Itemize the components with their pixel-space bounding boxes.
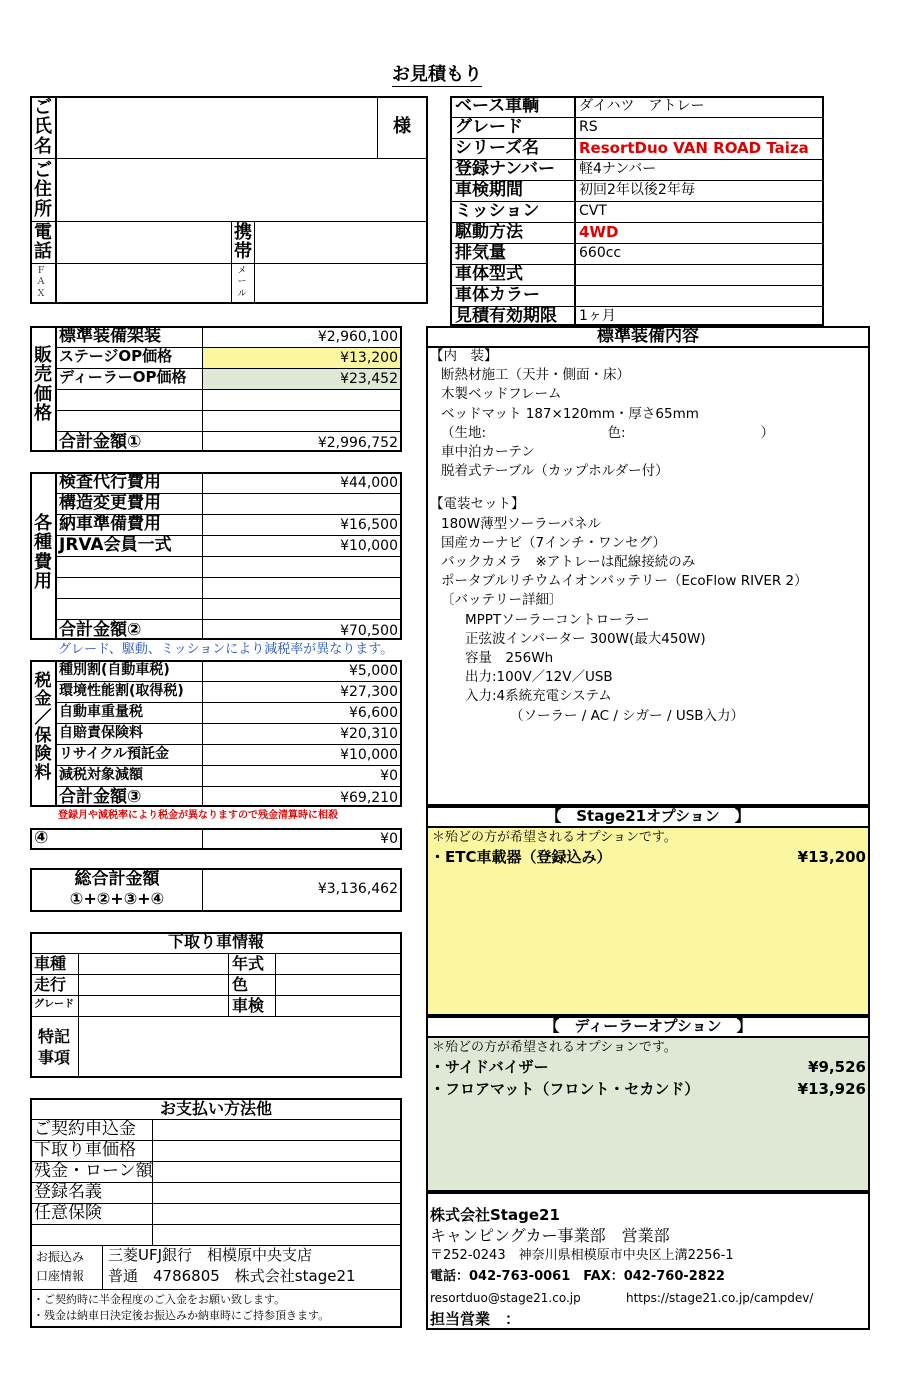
fee-value: ¥44,000 — [340, 475, 398, 491]
table-rule — [202, 660, 203, 807]
equipment-section-header: 【電装セット】 — [430, 496, 525, 513]
company-dept: キャンピングカー事業部 営業部 — [430, 1226, 670, 1245]
fee-label: 検査代行費用 — [59, 472, 161, 492]
table-rule — [377, 96, 378, 158]
trade-in-color-label: 色 — [232, 975, 249, 994]
trade-in-title: 下取り車情報 — [167, 932, 264, 951]
page-title: お見積もり — [392, 64, 482, 85]
mail-label: メール — [237, 266, 247, 299]
table-rule — [30, 953, 402, 954]
vehicle-info-value: ResortDuo VAN ROAD Taiza — [579, 139, 809, 157]
sales-price-label: 販売価格 — [34, 345, 52, 425]
sales-rep-label: 担当営業 ： — [430, 1310, 521, 1328]
bank-label-2: 口座情報 — [36, 1269, 85, 1283]
equipment-line: 脱着式テーブル（カップホルダー付） — [441, 463, 669, 480]
payment-label: 残金・ローン額 — [34, 1161, 153, 1181]
vehicle-info-label: 車検期間 — [455, 180, 523, 200]
equipment-line: 木製ベッドフレーム — [441, 386, 562, 403]
tax-value: ¥27,300 — [340, 684, 398, 700]
payment-label: 登録名義 — [34, 1182, 102, 1202]
mobile-label: 携帯 — [234, 222, 252, 263]
option-item-price: ¥13,926 — [797, 1080, 866, 1098]
vehicle-info-value: RS — [579, 119, 598, 135]
table-rule — [202, 828, 203, 850]
table-rule — [30, 263, 428, 264]
equipment-line: 容量 256Wh — [465, 650, 554, 666]
trade-in-notes-label: 特記事項 — [37, 1027, 70, 1067]
row-divider — [55, 598, 402, 599]
row-divider — [30, 1224, 402, 1225]
option-item-price: ¥13,200 — [797, 848, 866, 866]
payment-note-1: ・ご契約時に半金程度のご入金をお願い致します。 — [33, 1293, 286, 1306]
equipment-line: 180W薄型ソーラーパネル — [441, 515, 601, 532]
tax-label: 自動車重量税 — [59, 704, 143, 720]
fee-value: ¥10,000 — [340, 538, 398, 554]
fax-label: ＦＡＸ — [36, 266, 46, 299]
customer-box — [30, 96, 428, 304]
row-divider — [55, 702, 402, 703]
vehicle-info-label: ミッション — [455, 201, 540, 221]
table-rule — [102, 1245, 103, 1289]
vehicle-info-label: 車体型式 — [455, 264, 523, 284]
tax-label: 種別割(自動車税) — [59, 662, 170, 678]
tax-value: ¥20,310 — [340, 726, 398, 742]
vehicle-info-label: グレード — [455, 117, 523, 137]
trade-in-inspection-label: 車検 — [232, 996, 265, 1015]
tax-value: ¥5,000 — [349, 663, 398, 679]
sales-price-label: 標準装備架装 — [59, 326, 161, 346]
row-divider — [450, 243, 824, 244]
phone-label: 電話 — [34, 222, 52, 263]
grand-total-value: ¥3,136,462 — [317, 881, 398, 897]
tax-value: ¥0 — [380, 768, 398, 784]
payment-label: 下取り車価格 — [34, 1140, 136, 1160]
table-rule — [30, 221, 428, 222]
equipment-line: 正弦波インバーター 300W(最大450W) — [465, 630, 706, 647]
vehicle-info-label: シリーズ名 — [455, 138, 540, 158]
option-item-label: ・フロアマット（フロント・セカンド） — [430, 1080, 700, 1098]
row-divider — [55, 556, 402, 557]
table-rule — [574, 96, 576, 326]
sales-price-label: ディーラーOP価格 — [59, 368, 187, 386]
option-item-price: ¥9,526 — [808, 1058, 866, 1076]
dealer-options-title: 【 ディーラーオプション 】 — [544, 1017, 752, 1035]
name-label: ご氏名 — [34, 97, 52, 157]
sales-price-value: ¥2,960,100 — [317, 329, 398, 345]
trade-in-mileage-label: 走行 — [34, 975, 67, 994]
tax-value: ¥10,000 — [340, 747, 398, 763]
trade-in-year-label: 年式 — [232, 954, 265, 973]
equipment-section-header: 【内 装】 — [430, 348, 498, 364]
equipment-line: 国産カーナビ（7インチ・ワンセグ） — [441, 534, 666, 551]
equipment-line: 出力:100V／12V／USB — [465, 669, 613, 686]
sales-price-value: ¥23,452 — [340, 371, 398, 387]
company-name: 株式会社Stage21 — [430, 1206, 560, 1224]
table-rule — [78, 953, 79, 1078]
company-address: 〒252-0243 神奈川県相模原市中央区上溝2256-1 — [430, 1248, 734, 1263]
vehicle-info-value: 660cc — [579, 245, 622, 261]
sales-total-label: 合計金額① — [59, 432, 142, 452]
dealer-options-note: ＊殆どの方が希望されるオプションです。 — [432, 1040, 677, 1055]
table-rule — [30, 974, 402, 975]
tax-label: 環境性能割(取得税) — [59, 683, 184, 699]
equipment-line: 車中泊カーテン — [441, 444, 535, 460]
tax-value: ¥6,600 — [349, 705, 398, 721]
vehicle-info-value: ダイハツ アトレー — [579, 98, 705, 114]
option-item-label: ・サイドバイザー — [430, 1058, 549, 1076]
fees-label: 各種費用 — [34, 513, 52, 593]
tax-label: リサイクル預託金 — [59, 746, 170, 762]
table-rule — [55, 660, 57, 807]
table-rule — [231, 221, 232, 304]
table-rule — [30, 158, 428, 159]
bank-line-1: 三菱UFJ銀行 相模原中央支店 — [108, 1246, 313, 1264]
taxes-total-value: ¥69,210 — [340, 790, 398, 806]
table-rule — [254, 221, 255, 304]
payment-label: ご契約申込金 — [34, 1119, 136, 1139]
stage21-options-title: 【 Stage21オプション 】 — [546, 807, 750, 825]
vehicle-info-label: 車体カラー — [455, 285, 540, 305]
equipment-line: 入力:4系統充電システム — [465, 688, 612, 705]
table-rule — [228, 953, 229, 1016]
fees-note: グレード、駆動、ミッションにより減税率が異なります。 — [58, 642, 394, 657]
item4-value: ¥0 — [380, 831, 398, 847]
row-divider — [55, 389, 402, 390]
bank-line-2: 普通 4786805 株式会社stage21 — [108, 1267, 356, 1285]
equipment-line: 〔バッテリー詳細〕 — [441, 592, 563, 609]
vehicle-info-label: 駆動方法 — [455, 222, 523, 242]
table-rule — [30, 1016, 402, 1017]
vehicle-info-label: ベース車輌 — [455, 96, 540, 116]
address-label: ご住所 — [34, 160, 52, 220]
vehicle-info-label: 見積有効期限 — [455, 306, 557, 326]
fees-total-value: ¥70,500 — [340, 623, 398, 639]
payment-title: お支払い方法他 — [159, 1099, 272, 1118]
vehicle-info-value: 軽4ナンバー — [579, 161, 657, 177]
honorific: 様 — [393, 116, 411, 137]
table-rule — [30, 1289, 402, 1290]
payment-note-2: ・残金は納車日決定後お振込みか納車時にご持参頂きます。 — [33, 1309, 330, 1322]
row-divider — [55, 410, 402, 411]
vehicle-info-value: CVT — [579, 203, 607, 219]
bank-label-1: お振込み — [36, 1250, 85, 1264]
fee-label: 納車準備費用 — [59, 514, 161, 534]
vehicle-info-value: 初回2年以後2年毎 — [579, 182, 695, 198]
stage21-options-note: ＊殆どの方が希望されるオプションです。 — [432, 830, 677, 845]
tax-label: 減税対象減額 — [59, 767, 143, 783]
equipment-line: （ソーラー / AC / シガー / USB入力） — [510, 707, 745, 724]
table-rule — [202, 868, 203, 912]
payment-label: 任意保険 — [34, 1203, 102, 1223]
equipment-line: バックカメラ ※アトレーは配線接続のみ — [441, 554, 696, 570]
fee-value: ¥16,500 — [340, 517, 398, 533]
row-divider — [55, 723, 402, 724]
sales-total-value: ¥2,996,752 — [317, 435, 398, 451]
row-divider — [55, 681, 402, 682]
taxes-total-label: 合計金額③ — [59, 787, 142, 807]
row-divider — [55, 744, 402, 745]
equipment-line: MPPTソーラーコントローラー — [465, 611, 650, 628]
row-divider — [55, 577, 402, 578]
grand-total-label: 総合計金額 — [74, 869, 160, 889]
item4-label: ④ — [34, 828, 49, 848]
tax-label: 自賠責保険料 — [59, 725, 143, 741]
company-url[interactable]: https://stage21.co.jp/campdev/ — [626, 1291, 814, 1305]
option-item-label: ・ETC車載器（登録込み） — [430, 848, 612, 866]
company-phone: 電話：042-763-0061 FAX：042-760-2822 — [430, 1269, 725, 1284]
taxes-note: 登録月や減税率により税金が異なりますので残金清算時に相殺 — [58, 810, 338, 821]
vehicle-info-value: 1ヶ月 — [579, 308, 616, 324]
table-rule — [275, 953, 276, 1016]
equipment-line: ポータブルリチウムイオンバッテリー（EcoFlow RIVER 2） — [441, 573, 808, 590]
equipment-line: 断熱材施工（天井・側面・床） — [441, 367, 630, 384]
grand-total-formula: ①+②+③+④ — [69, 889, 165, 908]
fees-total-label: 合計金額② — [59, 620, 142, 640]
table-rule — [55, 96, 57, 304]
equipment-line: （生地: 色: ） — [441, 424, 775, 441]
taxes-label: 税金／保険料 — [34, 671, 52, 783]
row-divider — [55, 765, 402, 766]
company-email[interactable]: resortduo@stage21.co.jp — [430, 1291, 581, 1305]
fee-label: 構造変更費用 — [59, 493, 161, 513]
table-rule — [30, 995, 402, 996]
fee-label: JRVA会員一式 — [59, 535, 172, 555]
standard-equipment-title: 標準装備内容 — [597, 326, 699, 346]
vehicle-info-label: 排気量 — [455, 243, 506, 263]
vehicle-info-label: 登録ナンバー — [455, 159, 555, 179]
sales-price-label: ステージOP価格 — [59, 347, 173, 365]
sales-price-value: ¥13,200 — [340, 350, 398, 366]
trade-in-car-label: 車種 — [34, 954, 67, 973]
equipment-line: ベッドマット 187×120mm・厚さ65mm — [441, 405, 699, 422]
trade-in-grade-label: グレード — [34, 999, 74, 1010]
vehicle-info-value: 4WD — [579, 223, 619, 241]
